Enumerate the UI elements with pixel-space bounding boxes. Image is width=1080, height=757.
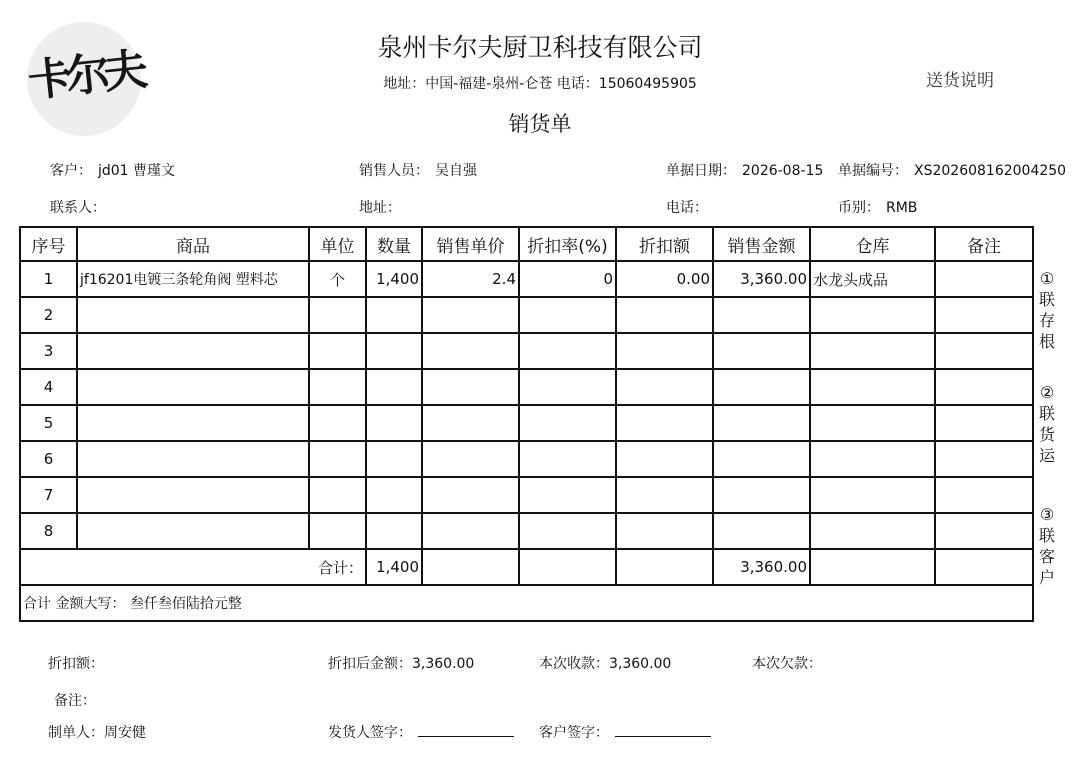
cell-item: [77, 441, 309, 477]
customer-signature-line: [615, 724, 711, 737]
cell-no: 1: [20, 261, 77, 297]
shipper-signature-line: [418, 724, 514, 737]
phone-label: 电话：: [666, 200, 708, 216]
contact-field: [50, 197, 112, 217]
cell-rate: [519, 333, 616, 369]
cell-qty: [366, 441, 422, 477]
table-row: [20, 297, 1033, 333]
total-empty-cell: [810, 549, 935, 585]
footer-maker-label: 制单人：: [48, 725, 104, 741]
total-empty-cell: [422, 549, 519, 585]
footer-owed: [752, 653, 822, 673]
cell-amount: [713, 513, 810, 549]
docno-field: [838, 160, 1066, 180]
customer-label: 客户：: [50, 163, 92, 179]
salesperson-label: 销售人员：: [359, 163, 429, 179]
col-header-no: 序号: [20, 227, 77, 261]
cell-item: jf16201电镀三条轮角阀 塑料芯: [77, 261, 309, 297]
cell-warehouse: [810, 369, 935, 405]
cell-discount: [616, 405, 713, 441]
table-row: [20, 261, 1033, 297]
company-address: 地址：中国-福建-泉州-仑苍 电话：15060495905: [383, 76, 697, 92]
cell-price: [422, 405, 519, 441]
cell-warehouse: [810, 333, 935, 369]
footer-after-label: 折扣后金额：: [328, 656, 412, 672]
copy-char: 客: [1038, 547, 1055, 566]
company-name: 泉州卡尔夫厨卫科技有限公司: [377, 33, 703, 62]
cell-item: [77, 405, 309, 441]
docno-label: 单据编号：: [838, 163, 908, 179]
date-label: 单据日期：: [666, 163, 736, 179]
address-label: 地址：: [359, 200, 401, 216]
cell-note: [935, 405, 1033, 441]
col-header-price: 销售单价: [422, 227, 519, 261]
date-field: [666, 160, 823, 180]
cell-warehouse: [810, 441, 935, 477]
delivery-note: 送货说明: [926, 71, 994, 91]
phone-field: [666, 197, 714, 217]
table-row: [20, 333, 1033, 369]
total-amount: 3,360.00: [713, 549, 810, 585]
document-title: 销货单: [508, 112, 572, 136]
table-row: [20, 477, 1033, 513]
total-qty: 1,400: [366, 549, 422, 585]
cell-discount: [616, 333, 713, 369]
cell-warehouse: [810, 477, 935, 513]
cell-amount: [713, 477, 810, 513]
cell-amount: 3,360.00: [713, 261, 810, 297]
copy-char: 运: [1038, 446, 1055, 465]
copy-label-shipping: [1036, 382, 1058, 466]
col-header-discount: 折扣额: [616, 227, 713, 261]
footer-customer-sign-label: 客户签字：: [539, 725, 609, 741]
cell-rate: [519, 297, 616, 333]
footer-shipper-label: 发货人签字：: [328, 725, 412, 741]
cell-no: 8: [20, 513, 77, 549]
copy-char: 货: [1038, 425, 1055, 444]
cell-amount: [713, 333, 810, 369]
cell-price: 2.4: [422, 261, 519, 297]
cell-no: 6: [20, 441, 77, 477]
cell-unit: [309, 405, 366, 441]
amount-in-words: 合计 金额大写： 叁仟叁佰陆拾元整: [20, 585, 1033, 621]
cell-no: 4: [20, 369, 77, 405]
address-field: [359, 197, 407, 217]
cell-unit: [309, 333, 366, 369]
cell-rate: [519, 441, 616, 477]
cell-no: 3: [20, 333, 77, 369]
docno-value: XS202608162004250: [914, 163, 1067, 179]
cell-warehouse: 水龙头成品: [810, 261, 935, 297]
salesperson-value: 吴自强: [435, 163, 477, 179]
customer-field: [50, 160, 175, 180]
currency-value: RMB: [886, 200, 918, 216]
total-empty-cell: [616, 549, 713, 585]
cell-unit: [309, 513, 366, 549]
col-header-amount: 销售金额: [713, 227, 810, 261]
footer-after-value: 3,360.00: [412, 656, 475, 672]
cell-note: [935, 297, 1033, 333]
sales-table: [19, 226, 1034, 622]
cell-discount: [616, 513, 713, 549]
copy-char: 户: [1038, 568, 1055, 587]
cell-item: [77, 333, 309, 369]
amount-in-words-row: [20, 585, 1033, 621]
copy-label-customer: [1036, 504, 1058, 588]
cell-qty: [366, 297, 422, 333]
table-row: [20, 405, 1033, 441]
copy-char: 联: [1038, 404, 1055, 423]
company-logo: 卡尔夫: [25, 44, 145, 108]
footer-received-value: 3,360.00: [609, 656, 672, 672]
cell-warehouse: [810, 297, 935, 333]
cell-warehouse: [810, 513, 935, 549]
cell-amount: [713, 297, 810, 333]
col-header-item: 商品: [77, 227, 309, 261]
col-header-unit: 单位: [309, 227, 366, 261]
cell-discount: [616, 297, 713, 333]
cell-rate: [519, 369, 616, 405]
cell-note: [935, 441, 1033, 477]
total-label: 合计：: [20, 549, 366, 585]
cell-item: [77, 477, 309, 513]
copy-char: 存: [1038, 311, 1055, 330]
cell-item: [77, 513, 309, 549]
copy-label-stub: [1036, 268, 1058, 352]
footer-received: [539, 653, 671, 673]
cell-rate: [519, 477, 616, 513]
cell-no: 5: [20, 405, 77, 441]
footer-discount: [48, 653, 104, 673]
copy-char: 根: [1038, 332, 1055, 351]
footer-maker-value: 周安健: [104, 725, 146, 741]
table-row: [20, 369, 1033, 405]
footer-discount-label: 折扣额：: [48, 656, 104, 672]
footer-owed-label: 本次欠款：: [752, 656, 822, 672]
cell-note: [935, 513, 1033, 549]
cell-note: [935, 333, 1033, 369]
copy-char: 联: [1038, 526, 1055, 545]
col-header-note: 备注: [935, 227, 1033, 261]
cell-price: [422, 369, 519, 405]
copy-number: ②: [1039, 383, 1055, 402]
footer-maker: [48, 722, 146, 742]
cell-qty: [366, 333, 422, 369]
salesperson-field: [359, 160, 477, 180]
copy-char: 联: [1038, 290, 1055, 309]
total-empty-cell: [935, 549, 1033, 585]
footer-received-label: 本次收款：: [539, 656, 609, 672]
copy-number: ①: [1039, 269, 1055, 288]
cell-unit: [309, 441, 366, 477]
cell-qty: [366, 477, 422, 513]
cell-note: [935, 369, 1033, 405]
cell-qty: 1,400: [366, 261, 422, 297]
date-value: 2026-08-15: [742, 163, 824, 179]
col-header-warehouse: 仓库: [810, 227, 935, 261]
cell-amount: [713, 405, 810, 441]
cell-discount: [616, 477, 713, 513]
cell-warehouse: [810, 405, 935, 441]
total-empty-cell: [519, 549, 616, 585]
cell-rate: [519, 513, 616, 549]
total-row: [20, 549, 1033, 585]
cell-price: [422, 297, 519, 333]
cell-unit: [309, 477, 366, 513]
footer-after-discount: [328, 653, 474, 673]
copy-number: ③: [1039, 505, 1055, 524]
cell-item: [77, 297, 309, 333]
cell-no: 7: [20, 477, 77, 513]
cell-price: [422, 513, 519, 549]
cell-note: [935, 261, 1033, 297]
footer-remark-label: 备注：: [54, 693, 96, 709]
customer-value: jd01 曹瑾文: [98, 163, 176, 179]
cell-amount: [713, 441, 810, 477]
cell-price: [422, 333, 519, 369]
cell-unit: 个: [309, 261, 366, 297]
contact-label: 联系人：: [50, 200, 106, 216]
col-header-qty: 数量: [366, 227, 422, 261]
cell-amount: [713, 369, 810, 405]
footer-customer-sign: [539, 722, 711, 742]
currency-label: 币别：: [838, 200, 880, 216]
cell-discount: 0.00: [616, 261, 713, 297]
cell-price: [422, 441, 519, 477]
cell-unit: [309, 297, 366, 333]
table-header-row: [20, 227, 1033, 261]
cell-rate: 0: [519, 261, 616, 297]
cell-unit: [309, 369, 366, 405]
footer-remark: [54, 690, 96, 710]
cell-discount: [616, 369, 713, 405]
cell-item: [77, 369, 309, 405]
currency-field: [838, 197, 917, 217]
table-row: [20, 513, 1033, 549]
table-row: [20, 441, 1033, 477]
cell-qty: [366, 513, 422, 549]
footer-shipper-sign: [328, 722, 514, 742]
cell-discount: [616, 441, 713, 477]
cell-qty: [366, 369, 422, 405]
cell-rate: [519, 405, 616, 441]
cell-note: [935, 477, 1033, 513]
cell-price: [422, 477, 519, 513]
col-header-rate: 折扣率(%): [519, 227, 616, 261]
cell-no: 2: [20, 297, 77, 333]
cell-qty: [366, 405, 422, 441]
